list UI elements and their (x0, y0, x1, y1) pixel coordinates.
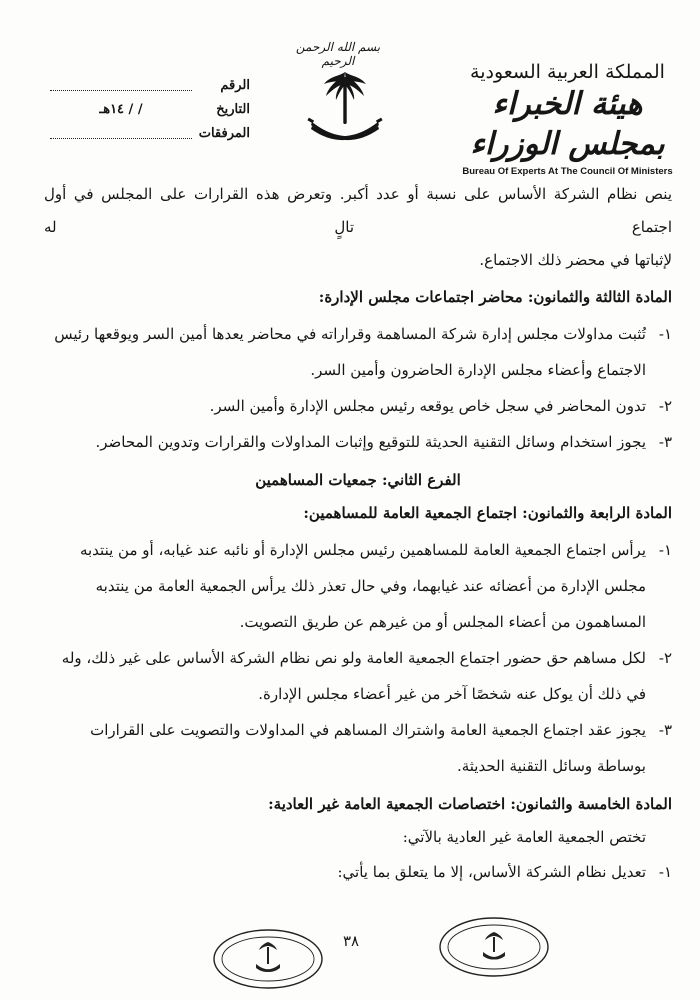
basmala: بسم الله الرحمن الرحيم (295, 40, 381, 68)
attachments-label: المرفقات (198, 126, 250, 141)
official-stamp-right-icon (438, 916, 550, 978)
section-title: الفرع الثاني: جمعيات المساهمين (255, 471, 461, 489)
article-84-title: المادة الرابعة والثمانون: اجتماع الجمعية العامة للمساهمين: (303, 504, 672, 522)
article-85-intro: تختص الجمعية العامة غير العادية بالآتي: (402, 828, 646, 846)
article-83-item-3 (44, 424, 672, 460)
item-text: يجوز عقد اجتماع الجمعية العامة واشتراك المساهم في المداولات والتصويت على القرارات بوساطة وسائل التقنية الحديثة. (90, 721, 646, 775)
page-number: ٣٨ (343, 932, 360, 950)
item-number: ٢- (658, 397, 672, 415)
item-text: يرأس اجتماع الجمعية العامة للمساهمين رئيس مجلس الإدارة أو نائبه عند غيابه، أو من ينتدبه مجلس الإدارة من أعضائه عند غيابهما، وفي حال تعذر ذلك يرأس الجمعية العامة من ينتدبه المساهمون من أعضاء المجلس أو من غيرهم عن طريق التصويت. (79, 541, 646, 631)
item-number: ٣- (658, 721, 672, 739)
reference-label: الرقم (220, 78, 250, 93)
article-84-item-3 (44, 712, 672, 784)
bureau-name-english: Bureau Of Experts At The Council Of Ministers (462, 166, 673, 177)
item-text: تعديل نظام الشركة الأساس، إلا ما يتعلق بما يأتي: (337, 863, 646, 881)
intro-line-2: لإثباتها في محضر ذلك الاجتماع. (479, 251, 672, 269)
item-number: ١- (658, 325, 672, 343)
item-text: تُثبت مداولات مجلس إدارة شركة المساهمة وقراراته في محاضر يعدها أمين السر ويوقعها رئيس الاجتماع وأعضاء مجلس الإدارة الحاضرون وأمين السر. (54, 325, 646, 379)
attachments-field (40, 124, 250, 148)
article-84-item-2 (44, 640, 672, 712)
kingdom-name: المملكة العربية السعودية (470, 61, 665, 83)
bureau-name-arabic: هيئة الخبراء بمجلس الوزراء (470, 86, 665, 162)
item-number: ١- (658, 541, 672, 559)
article-85-item-1 (44, 854, 672, 890)
article-83-item-1 (44, 316, 672, 388)
reference-number-field (40, 76, 250, 100)
article-85-title: المادة الخامسة والثمانون: اختصاصات الجمعية العامة غير العادية: (268, 795, 672, 813)
document-body (44, 178, 672, 890)
item-number: ٢- (658, 649, 672, 667)
item-text: يجوز استخدام وسائل التقنية الحديثة للتوقيع وإثبات المداولات والقرارات وتدوين المحاضر. (95, 433, 646, 451)
official-stamp-left-icon (212, 928, 324, 990)
date-value: / / ١٤هـ (50, 102, 192, 117)
item-number: ٣- (658, 433, 672, 451)
intro-line-1: ينص نظام الشركة الأساس على نسبة أو عدد أكبر. وتعرض هذه القرارات على المجلس في أول اجتماع تالٍ له (44, 185, 672, 236)
item-text: تدون المحاضر في سجل خاص يوقعه رئيس مجلس الإدارة وأمين السر. (209, 397, 646, 415)
item-number: ١- (658, 863, 672, 881)
article-83-title: المادة الثالثة والثمانون: محاضر اجتماعات مجلس الإدارة: (318, 288, 672, 306)
letterhead-title-block (455, 60, 680, 177)
palm-swords-emblem-icon (300, 62, 390, 152)
reference-fields (40, 76, 250, 148)
date-label: التاريخ (216, 102, 250, 117)
article-83-item-2 (44, 388, 672, 424)
article-84-item-1 (44, 532, 672, 640)
item-text: لكل مساهم حق حضور اجتماع الجمعية العامة ولو نص نظام الشركة الأساس على غير ذلك، وله في ذلك أن يوكل عنه شخصًا آخر من غير أعضاء مجلس الإدارة. (61, 649, 646, 703)
date-field (40, 100, 250, 124)
